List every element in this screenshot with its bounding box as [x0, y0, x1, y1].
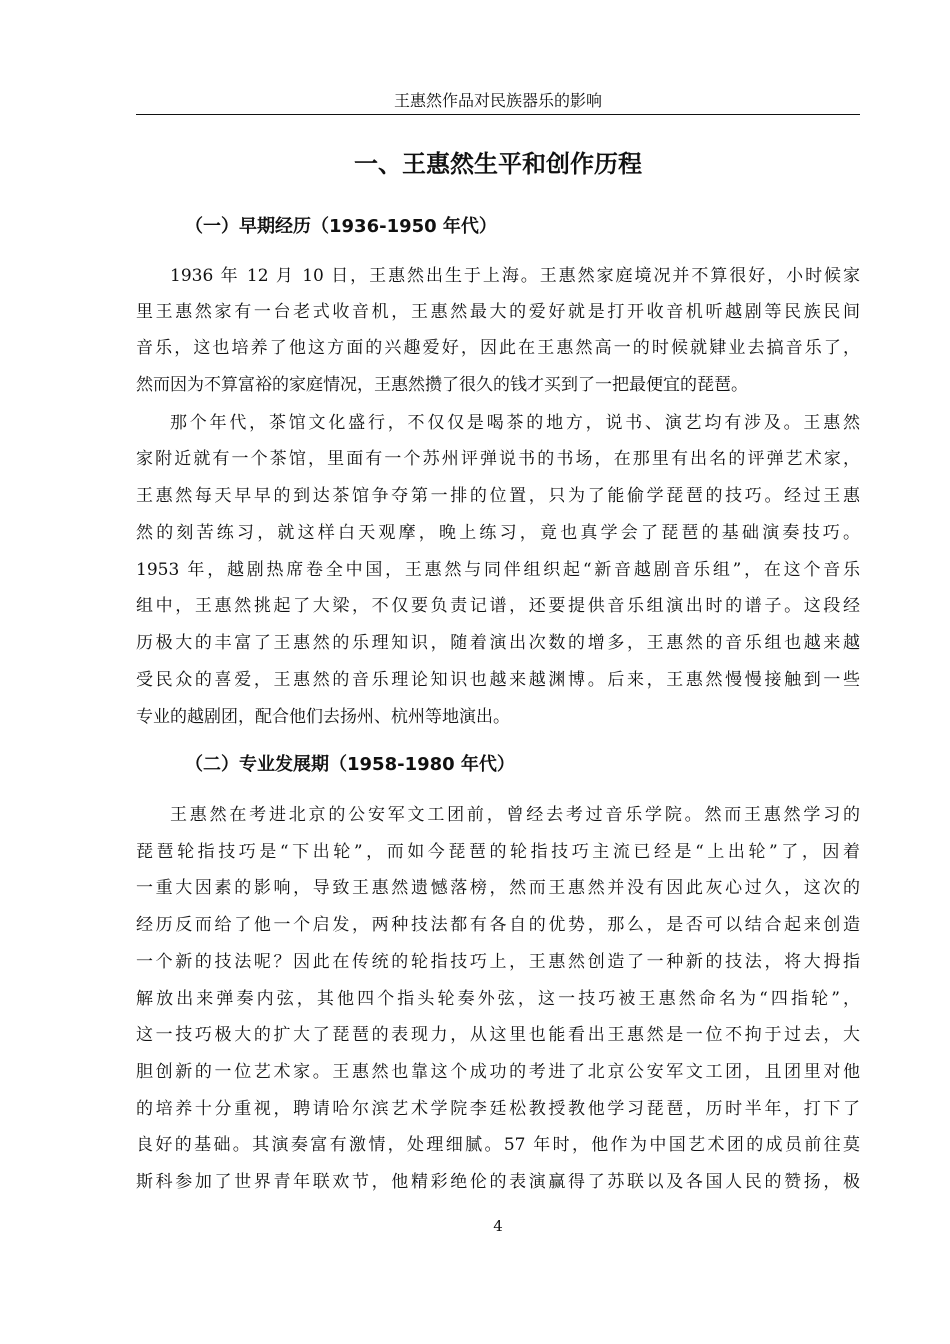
paragraph-line: 这一技巧极大的扩大了琵琶的表现力，从这里也能看出王惠然是一位不拘于过去，大 — [136, 1025, 860, 1045]
header-rule — [136, 114, 860, 115]
section-title-early: （一）早期经历（1936-1950 年代） — [185, 216, 497, 237]
paragraph-line: 经历反而给了他一个启发，两种技法都有各自的优势，那么，是否可以结合起来创造 — [136, 915, 860, 935]
paragraph-line: 组中，王惠然挑起了大梁，不仅要负责记谱，还要提供音乐组演出时的谱子。这段经 — [136, 596, 860, 616]
paragraph-line: 琵琶轮指技巧是“下出轮”，而如今琵琶的轮指技巧主流已经是“上出轮”了，因着 — [136, 842, 860, 862]
paragraph-line: 然的刻苦练习，就这样白天观摩，晚上练习，竟也真学会了琵琶的基础演奏技巧。 — [136, 523, 860, 543]
paragraph-line: 那个年代，茶馆文化盛行，不仅仅是喝茶的地方，说书、演艺均有涉及。王惠然 — [170, 413, 860, 433]
paragraph-line: 历极大的丰富了王惠然的乐理知识，随着演出次数的增多，王惠然的音乐组也越来越 — [136, 633, 860, 653]
paragraph-line: 1953 年，越剧热席卷全中国，王惠然与同伴组织起“新音越剧音乐组”，在这个音乐 — [136, 560, 860, 580]
paragraph-line: 1936 年 12 月 10 日，王惠然出生于上海。王惠然家庭境况并不算很好，小时候家 — [170, 266, 860, 286]
section-title-professional: （二）专业发展期（1958-1980 年代） — [185, 754, 515, 775]
paragraph-line: 解放出来弹奏内弦，其他四个指头轮奏外弦，这一技巧被王惠然命名为“四指轮”， — [136, 989, 860, 1009]
paragraph-line: 王惠然每天早早的到达茶馆争夺第一排的位置，只为了能偷学琵琶的技巧。经过王惠 — [136, 486, 860, 506]
paragraph-line: 王惠然在考进北京的公安军文工团前，曾经去考过音乐学院。然而王惠然学习的 — [170, 805, 860, 825]
page-number: 4 — [493, 1217, 503, 1235]
paragraph-line: 专业的越剧团，配合他们去扬州、杭州等地演出。 — [136, 707, 510, 727]
paragraph-line: 家附近就有一个茶馆，里面有一个苏州评弹说书的书场，在那里有出名的评弹艺术家， — [136, 449, 860, 469]
paragraph-line: 良好的基础。其演奏富有激情，处理细腻。57 年时，他作为中国艺术团的成员前往莫 — [136, 1135, 860, 1155]
paragraph-line: 的培养十分重视，聘请哈尔滨艺术学院李廷松教授教他学习琵琶，历时半年，打下了 — [136, 1099, 860, 1119]
chapter-title: 一、王惠然生平和创作历程 — [354, 150, 642, 178]
paragraph-line: 斯科参加了世界青年联欢节，他精彩绝伦的表演赢得了苏联以及各国人民的赞扬，极 — [136, 1172, 860, 1192]
running-header: 王惠然作品对民族器乐的影响 — [393, 91, 602, 110]
paragraph-line: 一重大因素的影响，导致王惠然遗憾落榜，然而王惠然并没有因此灰心过久，这次的 — [136, 878, 860, 898]
paragraph-line: 胆创新的一位艺术家。王惠然也靠这个成功的考进了北京公安军文工团，且团里对他 — [136, 1062, 860, 1082]
paragraph-line: 音乐，这也培养了他这方面的兴趣爱好，因此在王惠然高一的时候就肄业去搞音乐了， — [136, 338, 860, 358]
paragraph-line: 里王惠然家有一台老式收音机，王惠然最大的爱好就是打开收音机听越剧等民族民间 — [136, 302, 860, 322]
paragraph-line: 受民众的喜爱，王惠然的音乐理论知识也越来越渊博。后来，王惠然慢慢接触到一些 — [136, 670, 860, 690]
paragraph-line: 一个新的技法呢？因此在传统的轮指技巧上，王惠然创造了一种新的技法，将大拇指 — [136, 952, 860, 972]
paragraph-line: 然而因为不算富裕的家庭情况，王惠然攒了很久的钱才买到了一把最便宜的琵琶。 — [136, 375, 748, 395]
